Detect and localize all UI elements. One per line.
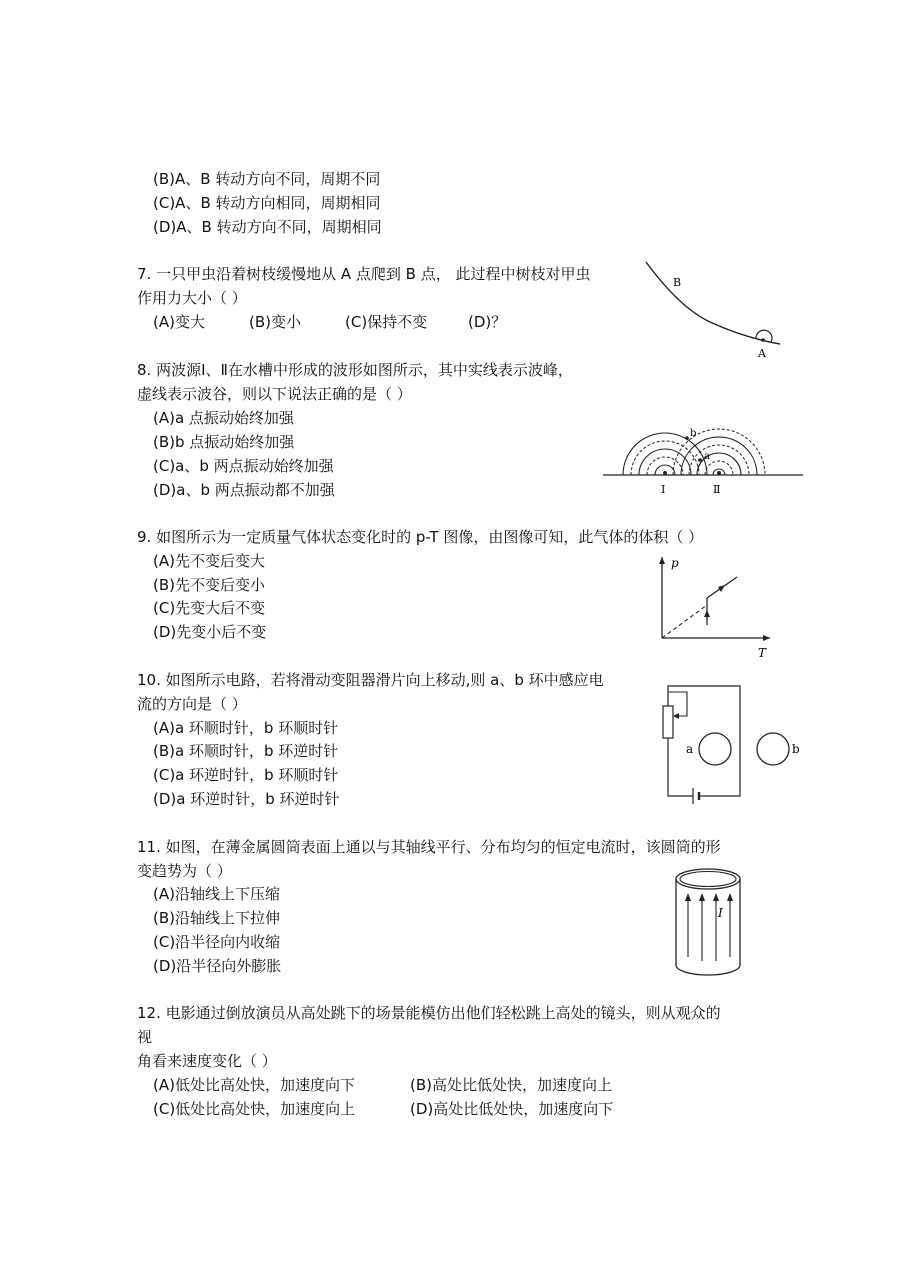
cylinder-bottom (676, 965, 740, 975)
q11-stem-line1: 11. 如图，在薄金属圆筒表面上通以与其轴线平行、分布均匀的恒定电流时，该圆筒的形 (137, 838, 721, 856)
q7-branch-figure (640, 258, 790, 363)
label-b: b (690, 428, 697, 439)
q8-option-b: (B)b 点振动始终加强 (153, 433, 295, 451)
q11-stem-line2: 变趋势为（ ） (137, 862, 232, 880)
label-t: T (758, 646, 767, 660)
point-b-dot (685, 436, 689, 440)
q8-wave-figure (603, 415, 803, 500)
q10-option-a: (A)a 环顺时针，b 环顺时针 (153, 719, 339, 737)
q10-circuit-figure (655, 680, 810, 805)
q11-option-d: (D)沿半径向外膨胀 (153, 957, 282, 975)
rheostat (663, 706, 673, 738)
q10-option-b: (B)a 环顺时针，b 环逆时针 (153, 742, 339, 760)
label-a: A (758, 347, 766, 360)
q12-option-c: (C)低处比高处快，加速度向上 (153, 1100, 356, 1118)
label-a: a (686, 742, 694, 756)
label-a: a (704, 451, 710, 462)
q9-stem: 9. 如图所示为一定质量气体状态变化时的 p-T 图像，由图像可知，此气体的体积（ ） (137, 528, 704, 546)
q6-option-d: (D)A、B 转动方向不同，周期相同 (153, 218, 382, 236)
q6-option-c: (C)A、B 转动方向相同，周期相同 (153, 194, 381, 212)
label-b: b (792, 742, 800, 756)
q10-option-c: (C)a 环逆时针，b 环顺时针 (153, 766, 339, 784)
q12-stem-line2: 视 (137, 1028, 153, 1046)
q7-option-d: (D)？ (468, 313, 507, 331)
q9-option-a: (A)先不变后变大 (153, 552, 265, 570)
q11-option-b: (B)沿轴线上下拉伸 (153, 909, 280, 927)
current-arrows (688, 895, 730, 961)
label-b: B (673, 276, 682, 289)
q7-option-a: (A)变大 (153, 313, 205, 331)
q10-option-d: (D)a 环逆时针，b 环逆时针 (153, 790, 340, 808)
label-source-2: Ⅱ (713, 483, 721, 496)
q9-option-c: (C)先变大后不变 (153, 599, 266, 617)
q8-stem-line1: 8. 两波源Ⅰ、Ⅱ在水槽中形成的波形如图所示，其中实线表示波峰， (137, 361, 573, 379)
q8-option-d: (D)a、b 两点振动都不加强 (153, 481, 335, 499)
q11-cylinder-figure (670, 865, 750, 977)
cylinder-top-inner (680, 872, 736, 887)
q12-option-d: (D)高处比低处快，加速度向下 (410, 1100, 614, 1118)
q7-stem-line1: 7. 一只甲虫沿着树枝缓慢地从 A 点爬到 B 点， 此过程中树枝对甲虫 (137, 265, 591, 283)
ring-b (757, 733, 789, 765)
q10-stem-line1: 10. 如图所示电路，若将滑动变阻器滑片向上移动,则 a、b 环中感应电 (137, 671, 604, 689)
source-2-dot (717, 471, 721, 475)
point-a-dot (761, 338, 765, 342)
q8-stem-line2: 虚线表示波谷，则以下说法正确的是（ ） (137, 385, 412, 403)
q6-option-b: (B)A、B 转动方向不同，周期不同 (153, 170, 381, 188)
q10-stem-line2: 流的方向是（ ） (137, 695, 247, 713)
q12-option-b: (B)高处比低处快，加速度向上 (410, 1076, 612, 1094)
q8-option-c: (C)a、b 两点振动始终加强 (153, 457, 334, 475)
q12-option-a: (A)低处比高处快，加速度向下 (153, 1076, 355, 1094)
label-source-1: Ⅰ (661, 483, 666, 496)
q8-option-a: (A)a 点振动始终加强 (153, 409, 294, 427)
q11-option-a: (A)沿轴线上下压缩 (153, 885, 280, 903)
label-current-i: I (718, 906, 723, 920)
q7-option-b: (B)变小 (249, 313, 301, 331)
q12-stem-line3: 角看来速度变化（ ） (137, 1052, 277, 1070)
ring-a (699, 733, 731, 765)
source-1-dot (663, 471, 667, 475)
point-a-dot (698, 458, 702, 462)
q7-stem-line2: 作用力大小（ ） (137, 289, 247, 307)
q11-option-c: (C)沿半径向内收缩 (153, 933, 281, 951)
q12-stem-line1: 12. 电影通过倒放演员从高处跳下的场景能模仿出他们轻松跳上高处的镜头，则从观众的 (137, 1004, 721, 1022)
q9-pt-graph (645, 553, 775, 663)
dashed-origin-line (662, 605, 707, 638)
q9-option-d: (D)先变小后不变 (153, 623, 267, 641)
q7-option-c: (C)保持不变 (345, 313, 428, 331)
label-p: p (671, 556, 679, 570)
q9-option-b: (B)先不变后变小 (153, 576, 265, 594)
